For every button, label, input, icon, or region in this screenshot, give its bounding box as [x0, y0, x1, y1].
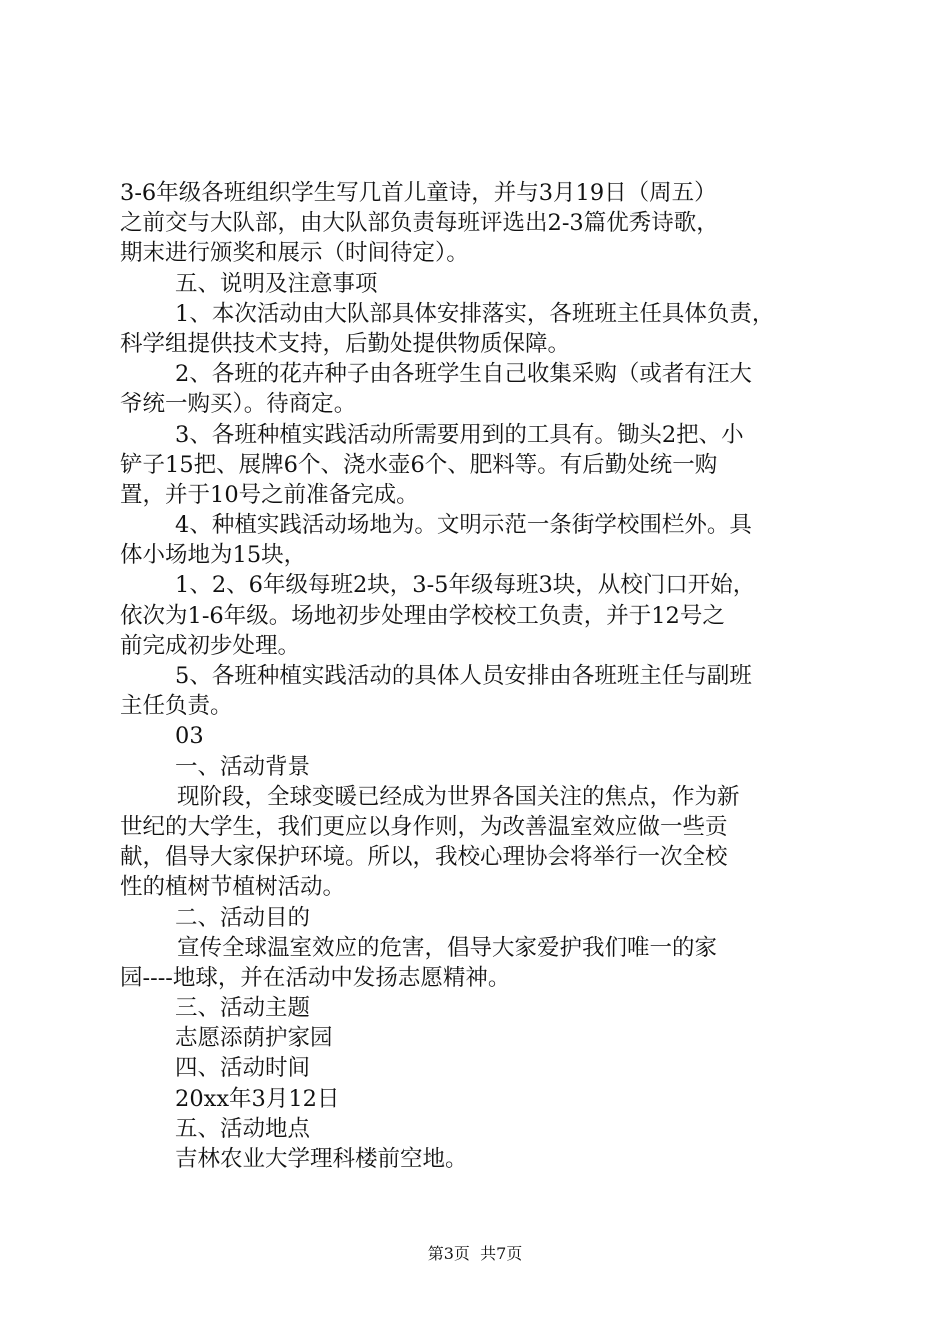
page-footer: 第3页 共7页 [427, 1244, 523, 1263]
text-line: 科学组提供技术支持，后勤处提供物质保障。 [120, 330, 571, 357]
text-line: 1、本次活动由大队部具体安排落实，各班班主任具体负责， [175, 300, 775, 327]
section-heading: 五、说明及注意事项 [175, 270, 378, 297]
text-line: 爷统一购买）。待商定。 [120, 391, 357, 418]
text-line: 期末进行颁奖和展示（时间待定）。 [120, 240, 469, 267]
text-line: 前完成初步处理。 [120, 632, 301, 659]
section-heading: 五、活动地点 [175, 1115, 311, 1142]
section-number: 03 [175, 723, 204, 750]
text-line: 1、2、6年级每班2块，3-5年级每班3块，从校门口开始， [175, 572, 756, 599]
text-line: 置，并于10号之前准备完成。 [120, 481, 419, 508]
text-line: 之前交与大队部，由大队部负责每班评选出2-3篇优秀诗歌， [120, 210, 719, 237]
text-line: 铲子15把、展牌6个、浇水壶6个、肥料等。有后勤处统一购 [120, 451, 718, 478]
text-line: 献，倡导大家保护环境。所以，我校心理协会将举行一次全校 [120, 844, 728, 871]
text-line: 4、种植实践活动场地为。文明示范一条街学校围栏外。具 [175, 512, 752, 539]
text-line: 体小场地为15块， [120, 542, 307, 569]
text-line: 依次为1-6年级。场地初步处理由学校校工负责，并于12号之 [120, 602, 725, 629]
text-line: 宣传全球温室效应的危害，倡导大家爱护我们唯一的家 [177, 934, 718, 961]
text-line: 20xx年3月12日 [175, 1085, 340, 1112]
section-heading: 四、活动时间 [175, 1055, 311, 1082]
text-line: 主任负责。 [120, 693, 233, 720]
text-line: 3-6年级各班组织学生写几首儿童诗，并与3月19日（周五） [120, 180, 717, 206]
text-line: 志愿添荫护家园 [175, 1025, 333, 1052]
text-line: 3、各班种植实践活动所需要用到的工具有。锄头2把、小 [175, 421, 744, 448]
text-line: 现阶段，全球变暖已经成为世界各国关注的焦点，作为新 [177, 783, 740, 810]
text-line: 2、各班的花卉种子由各班学生自己收集采购（或者有汪大 [175, 361, 752, 388]
text-line: 性的植树节植树活动。 [120, 874, 346, 901]
text-line: 世纪的大学生，我们更应以身作则，为改善温室效应做一些贡 [120, 813, 728, 840]
text-line: 吉林农业大学理科楼前空地。 [175, 1146, 468, 1172]
document-body [120, 178, 832, 1174]
text-line: 园----地球，并在活动中发扬志愿精神。 [120, 964, 511, 991]
section-heading: 二、活动目的 [175, 904, 311, 931]
section-heading: 一、活动背景 [175, 753, 311, 780]
section-heading: 三、活动主题 [175, 995, 311, 1022]
text-line: 5、各班种植实践活动的具体人员安排由各班班主任与副班 [175, 663, 752, 689]
